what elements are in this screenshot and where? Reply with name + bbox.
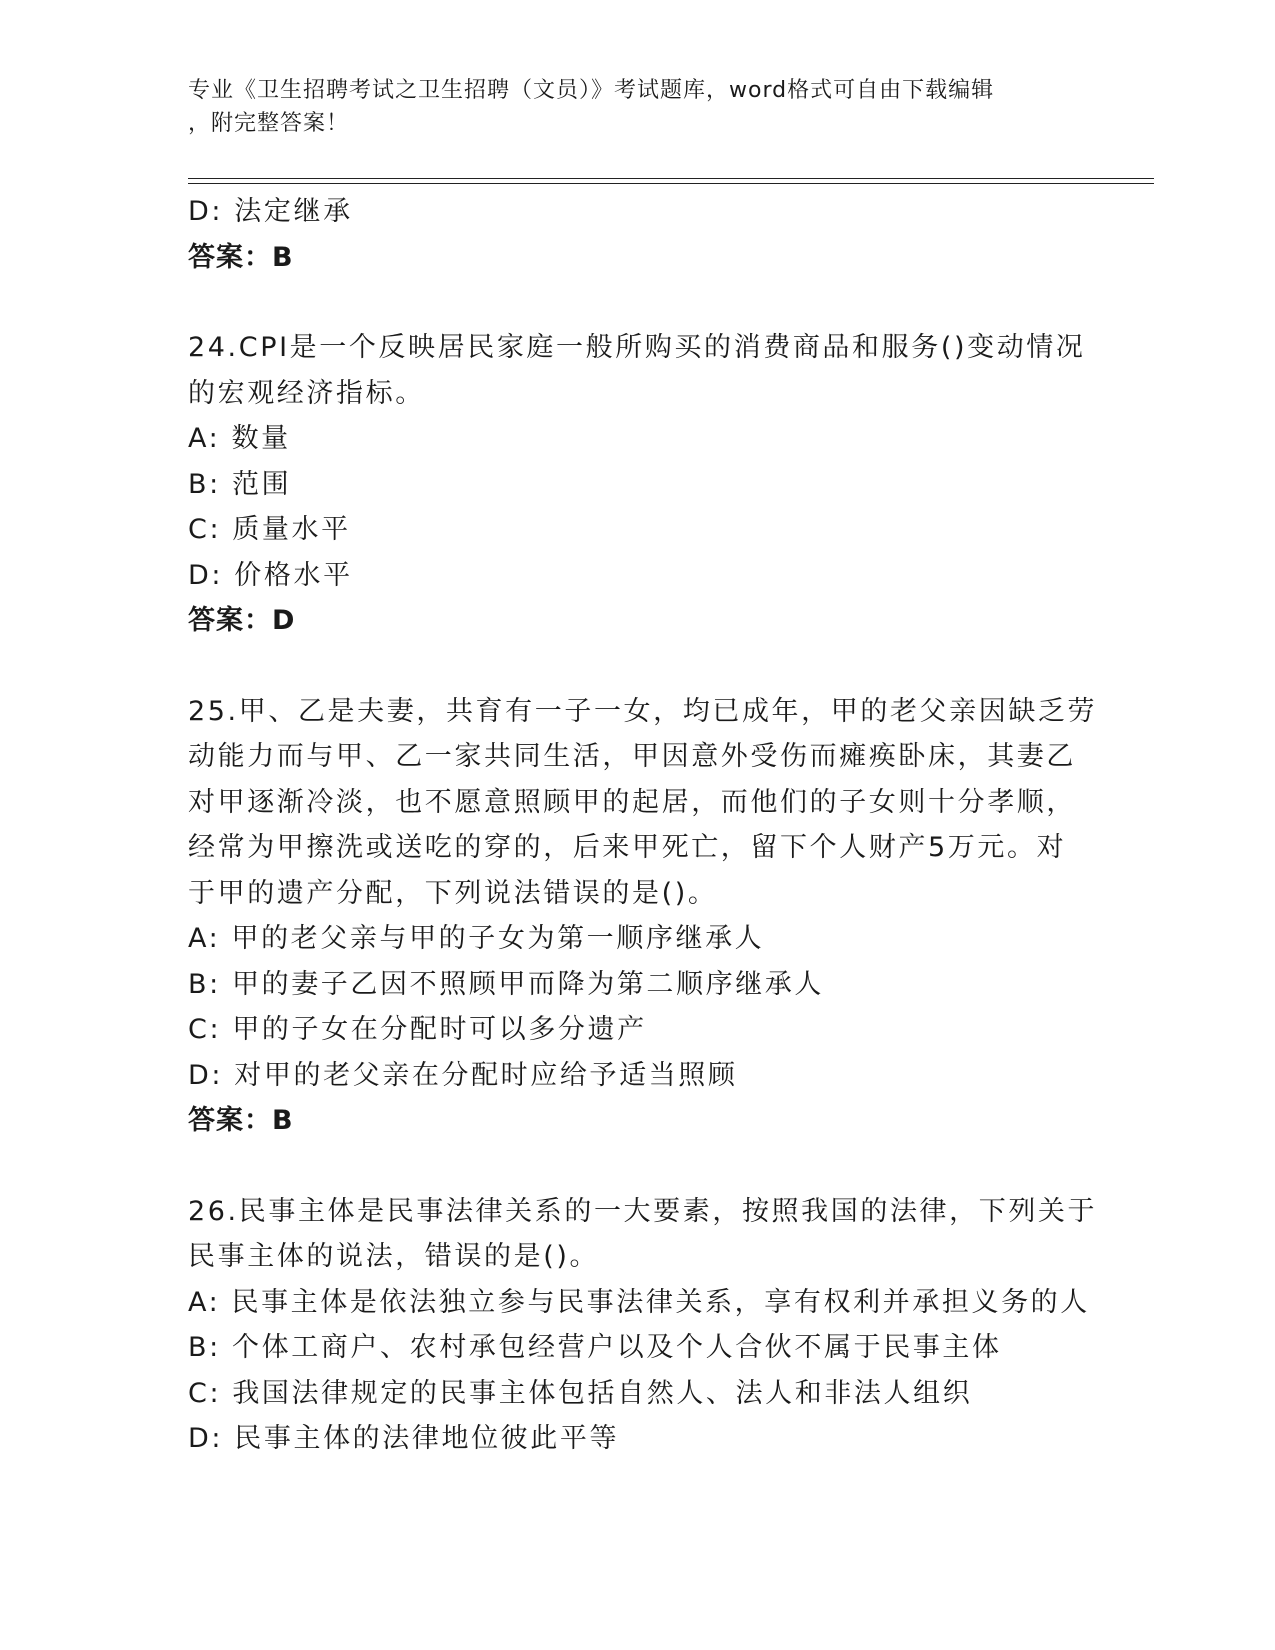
spacer	[188, 280, 1088, 325]
header-line-1: 专业《卫生招聘考试之卫生招聘（文员）》考试题库，word格式可自由下载编辑	[188, 78, 995, 103]
answer: 答案：B	[188, 241, 294, 273]
option-b: B: 个体工商户、农村承包经营户以及个人合伙不属于民事主体	[188, 1332, 1002, 1363]
question-stem-line: 对甲逐渐冷淡，也不愿意照顾甲的起居，而他们的子女则十分孝顺，	[188, 786, 1076, 818]
previous-question-tail	[188, 189, 1088, 280]
question-24	[188, 325, 1088, 644]
option-c: C: 甲的子女在分配时可以多分遗产	[188, 1014, 647, 1045]
question-stem-line: 24.CPI是一个反映居民家庭一般所购买的消费商品和服务()变动情况	[188, 332, 1086, 363]
document-body	[188, 189, 1098, 1462]
document-header	[188, 74, 1068, 140]
option-d: D: 对甲的老父亲在分配时应给予适当照顾	[188, 1059, 738, 1091]
option-d: D: 民事主体的法律地位彼此平等	[188, 1423, 620, 1454]
question-stem-line: 动能力而与甲、乙一家共同生活，甲因意外受伤而瘫痪卧床，其妻乙	[188, 741, 1076, 772]
answer: 答案：D	[188, 605, 296, 636]
question-stem-line: 的宏观经济指标。	[188, 377, 425, 409]
option-c: C: 我国法律规定的民事主体包括自然人、法人和非法人组织	[188, 1377, 973, 1409]
spacer	[188, 1144, 1088, 1189]
option-c: C: 质量水平	[188, 514, 351, 545]
option-d: D: 价格水平	[188, 559, 353, 591]
question-stem-line: 民事主体的说法，错误的是()。	[188, 1241, 600, 1272]
option-a: A: 甲的老父亲与甲的子女为第一顺序继承人	[188, 923, 765, 954]
option-b: B: 范围	[188, 468, 292, 500]
header-divider-top	[188, 178, 1154, 179]
question-25	[188, 689, 1098, 1144]
option-a: A: 数量	[188, 423, 291, 454]
question-stem-line: 经常为甲擦洗或送吃的穿的，后来甲死亡，留下个人财产5万元。对	[188, 832, 1067, 863]
option-a: A: 民事主体是依法独立参与民事法律关系，享有权利并承担义务的人	[188, 1286, 1090, 1318]
spacer	[188, 644, 1088, 689]
question-stem-line: 于甲的遗产分配，下列说法错误的是()。	[188, 877, 718, 909]
answer: 答案：B	[188, 1105, 294, 1136]
header-divider-bottom	[188, 183, 1154, 184]
question-26	[188, 1189, 1098, 1462]
question-stem-line: 26.民事主体是民事法律关系的一大要素，按照我国的法律，下列关于	[188, 1195, 1098, 1227]
header-line-2: ，附完整答案！	[188, 111, 350, 136]
option-d: D: 法定继承	[188, 196, 353, 227]
question-stem-line: 25.甲、乙是夫妻，共育有一子一女，均已成年，甲的老父亲因缺乏劳	[188, 695, 1098, 727]
option-b: B: 甲的妻子乙因不照顾甲而降为第二顺序继承人	[188, 968, 825, 1000]
